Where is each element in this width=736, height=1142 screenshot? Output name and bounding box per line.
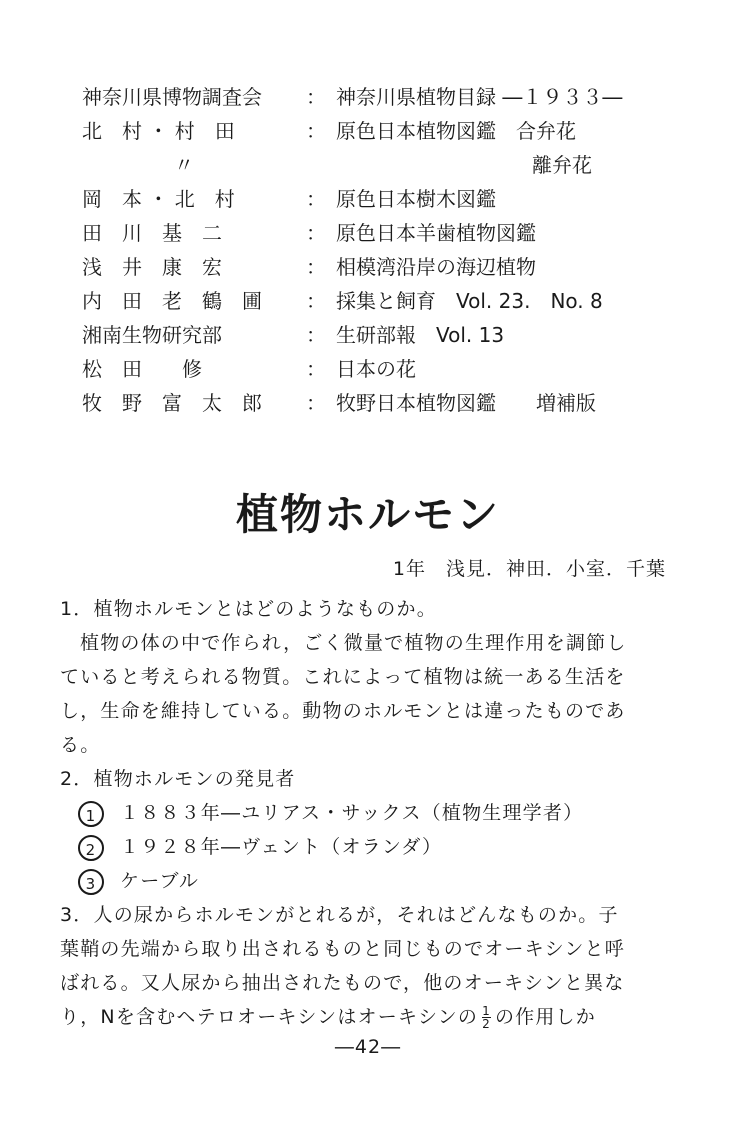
reference-author: 松 田 修 [82,357,202,381]
paragraph-line: る。 [60,734,101,756]
page-number: ―42― [334,1036,402,1058]
reference-author: 牧 野 富 太 郎 [82,391,262,415]
paragraph-text: り，Nを含むヘテロオーキシンはオーキシンの [60,1006,479,1028]
circled-number: 2 [78,835,104,861]
reference-author: 湘南生物研究部 [82,323,222,347]
list-item-text: １９２８年―ヴェント（オランダ） [120,836,443,858]
reference-title: 原色日本植物図鑑 合弁花 [336,119,576,143]
reference-title: 相模湾沿岸の海辺植物 [336,255,536,279]
reference-title: 日本の花 [336,357,416,381]
list-item [60,830,680,864]
reference-row [82,114,702,148]
reference-author: 浅 井 康 宏 [82,255,222,279]
reference-list [82,80,702,420]
reference-row [82,284,702,318]
reference-row [82,250,702,284]
paragraph-line [60,1000,680,1034]
fraction [482,1005,491,1030]
reference-title: 離弁花 [532,153,592,177]
reference-author: 北 村 ・ 村 田 [82,119,235,143]
paragraph-line: ばれる。又人尿から抽出されたもので，他のオーキシンと異な [60,972,625,994]
reference-row [82,216,702,250]
list-item-text: １８８３年―ユリアス・サックス（植物生理学者） [120,802,584,824]
reference-row [82,182,702,216]
reference-title: 生研部報 Vol. 13 [336,323,505,347]
reference-colon: ： [306,119,326,143]
list-item [60,796,680,830]
article-authors: 1年 浅見．神田．小室．千葉 [392,558,666,580]
section-heading: 2．植物ホルモンの発見者 [60,768,296,790]
reference-title: 採集と飼育 Vol. 23. No. 8 [336,289,603,313]
reference-row [82,80,702,114]
reference-row [82,352,702,386]
reference-title: 牧野日本植物図鑑 増補版 [336,391,596,415]
reference-colon: ： [306,221,326,245]
reference-author: 内 田 老 鶴 圃 [82,289,262,313]
reference-row [82,386,702,420]
fraction-numerator: 1 [482,1004,491,1018]
reference-colon: ： [306,289,326,313]
circled-number: 1 [78,801,104,827]
circled-number: 3 [78,869,104,895]
paragraph-text: の作用しか [494,1006,596,1028]
reference-row [82,318,702,352]
reference-author: 岡 本 ・ 北 村 [82,187,235,211]
paragraph-line: し，生命を維持している。動物のホルモンとは違ったものであ [60,700,626,722]
list-item-text: ケーブル [120,870,200,892]
reference-title: 原色日本樹木図鑑 [336,187,496,211]
reference-title: 神奈川県植物目録 ―１９３３― [336,85,623,109]
reference-title: 原色日本羊歯植物図鑑 [336,221,536,245]
reference-colon: ： [306,187,326,211]
paragraph-line: ていると考えられる物質。これによって植物は統一ある生活を [60,666,626,688]
fraction-denominator: 2 [482,1017,491,1031]
reference-author-ditto: 〃 [174,153,194,177]
reference-row [82,148,702,182]
article-body [60,592,680,1034]
list-item [60,864,680,898]
reference-author: 神奈川県博物調査会 [82,85,262,109]
reference-colon: ： [306,255,326,279]
reference-colon: ： [306,391,326,415]
reference-colon: ： [306,357,326,381]
paragraph-line: 葉鞘の先端から取り出されるものと同じものでオーキシンと呼 [60,938,625,960]
reference-author: 田 川 基 二 [82,221,222,245]
section-heading: 1．植物ホルモンとはどのようなものか。 [60,598,437,620]
article-title: 植物ホルモン [235,490,500,539]
reference-colon: ： [306,85,326,109]
paragraph-line: 植物の体の中で作られ，ごく微量で植物の生理作用を調節し [80,632,627,654]
reference-colon: ： [306,323,326,347]
paragraph-line: 3．人の尿からホルモンがとれるが，それはどんなものか。子 [60,904,619,926]
